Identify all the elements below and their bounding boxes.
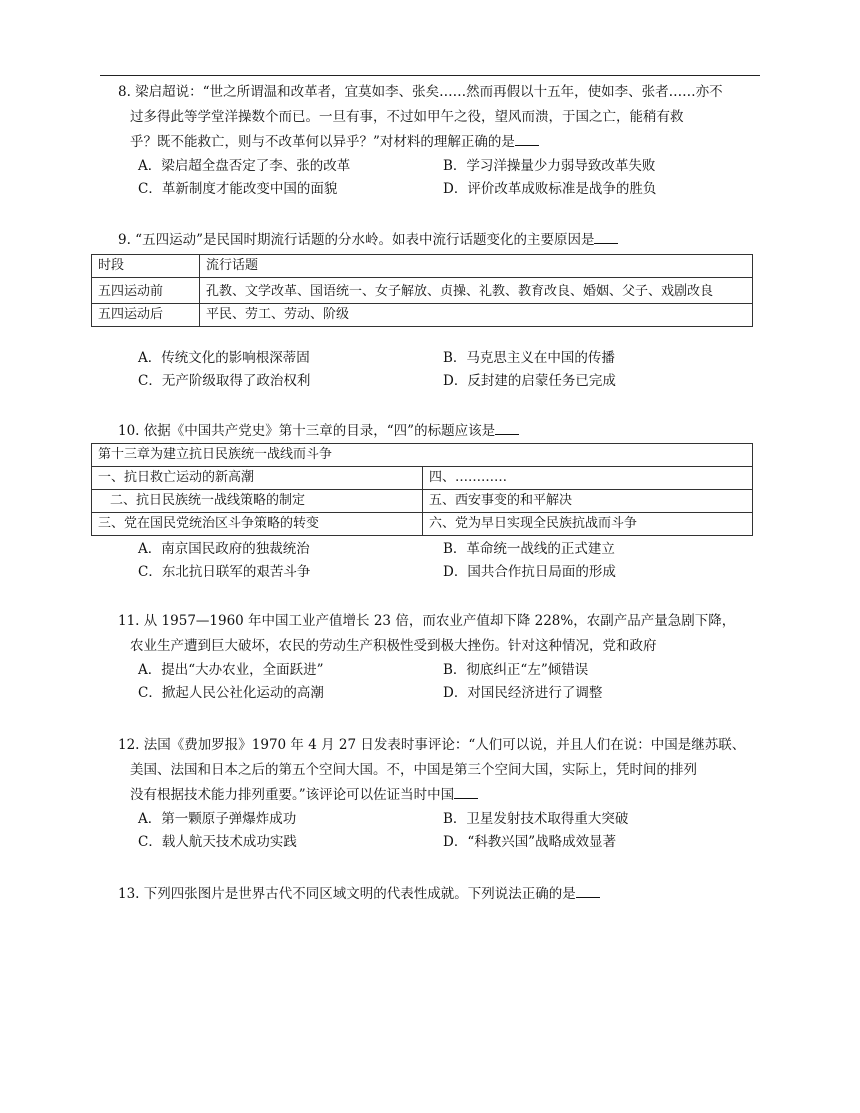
q13-stem: 13. 下列四张图片是世界古代不同区域文明的代表性成就。下列说法正确的是 (118, 886, 576, 902)
table-row (92, 513, 753, 536)
q11-options (118, 659, 768, 705)
header-rule (100, 75, 760, 76)
q12-option-b: B．卫星发射技术取得重大突破 (443, 811, 629, 827)
q10-contents-table (91, 443, 753, 536)
q10-stem: 10. 依据《中国共产党史》第十三章的目录，“四”的标题应该是 (118, 423, 496, 439)
q10-option-b: B．革命统一战线的正式建立 (443, 541, 615, 557)
table-cell: 四、………… (423, 467, 753, 490)
q8-stem-line1: 8. 梁启超说：“世之所谓温和改革者，宜莫如李、张矣……然而再假以十五年，使如李、张者……亦不 (118, 84, 723, 100)
table-header-cell: 时段 (92, 255, 200, 278)
question-8 (118, 80, 768, 201)
table-title-row (92, 444, 753, 467)
table-cell: 三、党在国民党统治区斗争策略的转变 (92, 513, 423, 536)
table-cell: 孔教、文学改革、国语统一、女子解放、贞操、礼教、教育改良、婚姻、父子、戏剧改良 (200, 278, 753, 304)
q10-option-c: C．东北抗日联军的艰苦斗争 (138, 564, 311, 580)
table-title: 第十三章为建立抗日民族统一战线而斗争 (92, 444, 753, 467)
q11-option-b: B．彻底纠正“左”倾错误 (443, 662, 589, 678)
q8-option-c: C．革新制度才能改变中国的面貌 (138, 181, 338, 197)
answer-blank (594, 229, 618, 244)
q9-option-a: A．传统文化的影响根深蒂固 (138, 350, 310, 366)
q12-stem-line2: 美国、法国和日本之后的第五个空间大国。不，中国是第三个空间大国，实际上，凭时间的排列 (130, 762, 697, 778)
q8-stem-line3: 乎？既不能救亡，则与不改革何以异乎？”对材料的理解正确的是 (130, 134, 515, 150)
q11-option-a: A．提出“大办农业，全面跃进” (138, 662, 324, 678)
q9-option-b: B．马克思主义在中国的传播 (443, 350, 615, 366)
q10-option-a: A．南京国民政府的独裁统治 (138, 541, 310, 557)
answer-blank (576, 883, 600, 898)
answer-blank (454, 784, 478, 799)
table-cell: 五、西安事变的和平解决 (423, 490, 753, 513)
q8-option-d: D．评价改革成败标准是战争的胜负 (443, 181, 657, 197)
table-header-row (92, 255, 753, 278)
question-9 (118, 228, 768, 253)
q10-option-d: D．国共合作抗日局面的形成 (443, 564, 616, 580)
q10-options (118, 538, 768, 584)
table-cell: 一、抗日救亡运动的新高潮 (92, 467, 423, 490)
q12-option-d: D．“科教兴国”战略成效显著 (443, 834, 617, 850)
q12-option-a: A．第一颗原子弹爆炸成功 (138, 811, 297, 827)
question-12 (118, 733, 768, 854)
table-cell: 五四运动后 (92, 304, 200, 327)
answer-blank (515, 131, 539, 146)
table-cell: 五四运动前 (92, 278, 200, 304)
q8-stem-line2: 过多得此等学堂洋操数个而已。一旦有事，不过如甲午之役，望风而溃，于国之亡，能稍有救 (130, 109, 684, 125)
q11-stem-line2: 农业生产遭到巨大破坏，农民的劳动生产积极性受到极大挫伤。针对这种情况，党和政府 (130, 638, 657, 654)
table-row (92, 278, 753, 304)
answer-blank (495, 420, 519, 435)
table-row (92, 467, 753, 490)
q11-option-d: D．对国民经济进行了调整 (443, 685, 603, 701)
table-row (92, 304, 753, 327)
table-cell: 二、抗日民族统一战线策略的制定 (92, 490, 423, 513)
q9-option-d: D．反封建的启蒙任务已完成 (443, 373, 616, 389)
question-11 (118, 609, 768, 705)
q12-options (118, 808, 768, 854)
q9-option-c: C．无产阶级取得了政治权利 (138, 373, 311, 389)
table-header-cell: 流行话题 (200, 255, 753, 278)
table-row (92, 490, 753, 513)
q8-option-b: B．学习洋操量少力弱导致改革失败 (443, 158, 656, 174)
q9-stem: 9. “五四运动”是民国时期流行话题的分水岭。如表中流行话题变化的主要原因是 (118, 232, 595, 248)
question-10 (118, 419, 768, 444)
q8-option-a: A．梁启超全盘否定了李、张的改革 (138, 158, 351, 174)
q12-stem-line3: 没有根据技术能力排列重要。”该评论可以佐证当时中国 (130, 787, 455, 803)
q12-stem-line1: 12. 法国《费加罗报》1970 年 4 月 27 日发表时事评论：“人们可以说，并且人们在说：中国是继苏联、 (118, 737, 746, 753)
table-cell: 平民、劳工、劳动、阶级 (200, 304, 753, 327)
q11-option-c: C．掀起人民公社化运动的高潮 (138, 685, 324, 701)
q11-stem-line1: 11. 从 1957—1960 年中国工业产值增长 23 倍，而农业产值却下降 228%，农副产品产量急剧下降， (118, 613, 736, 629)
q8-options (118, 155, 768, 201)
q12-option-c: C．载人航天技术成功实践 (138, 834, 297, 850)
q9-topics-table (91, 254, 753, 327)
q9-options (118, 347, 768, 393)
table-cell: 六、党为早日实现全民族抗战而斗争 (423, 513, 753, 536)
question-13 (118, 882, 768, 907)
